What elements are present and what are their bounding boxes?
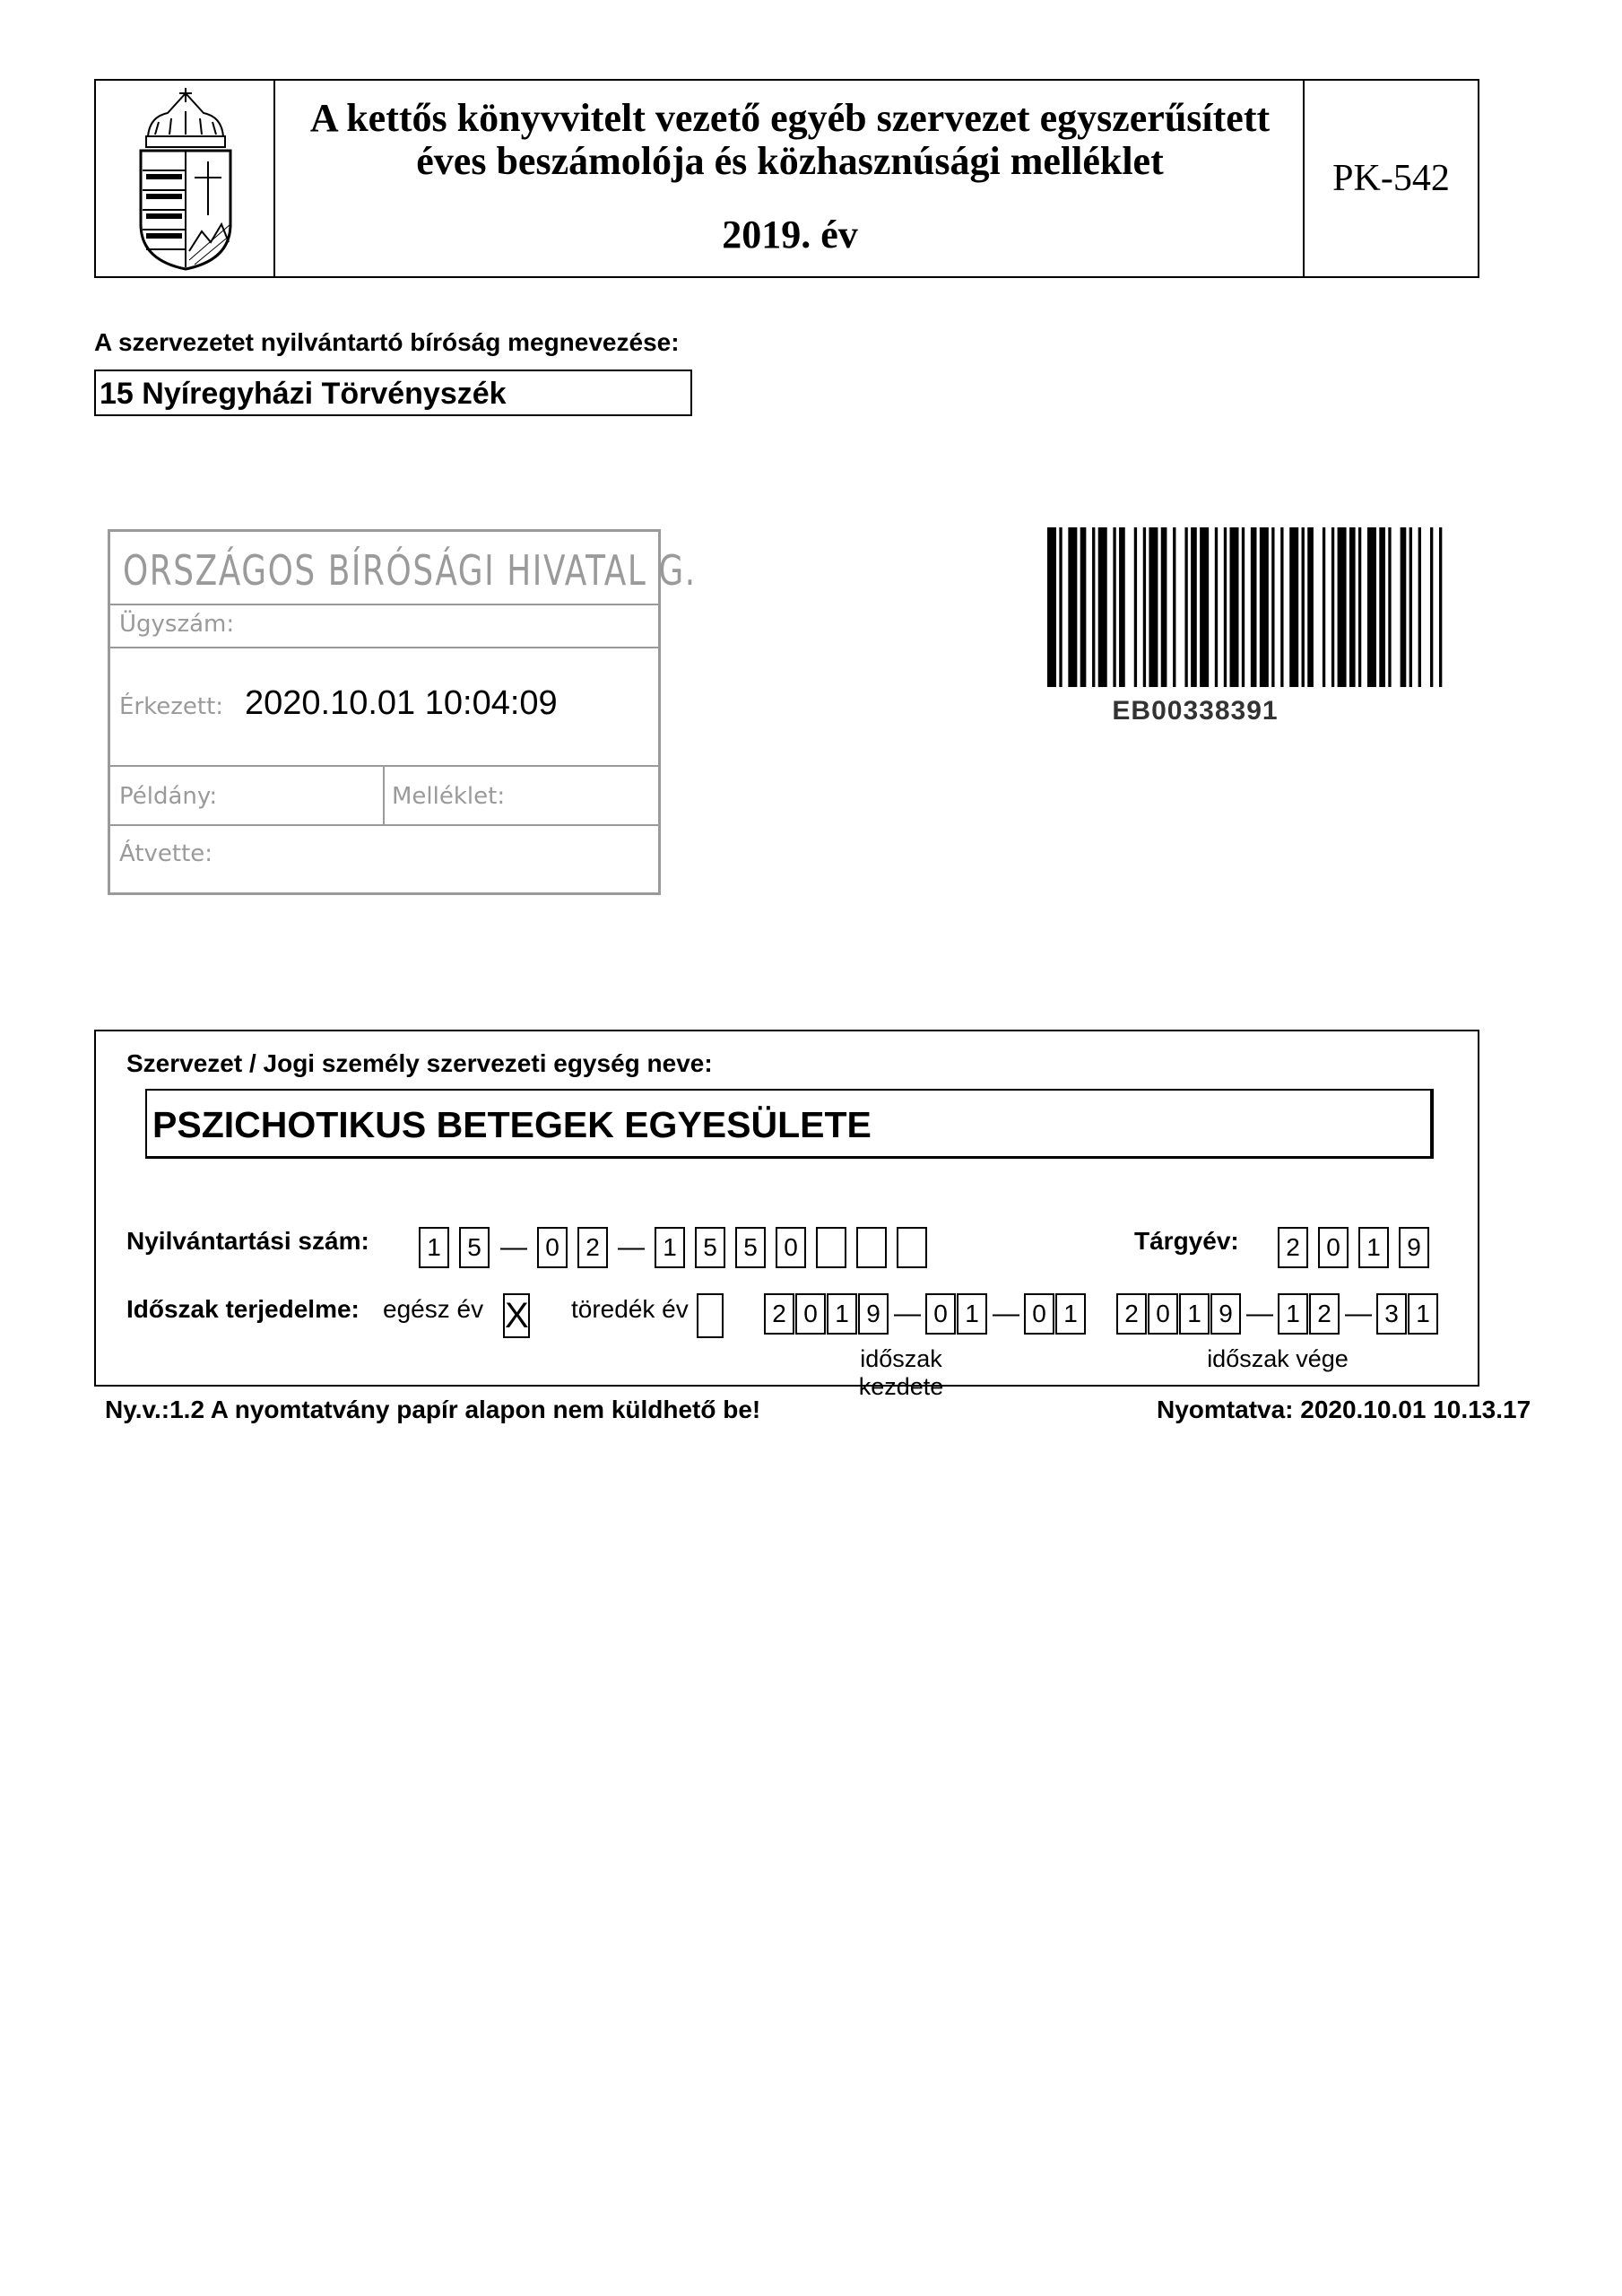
partial-year-checkbox[interactable] bbox=[697, 1293, 724, 1338]
stamp-divider bbox=[110, 604, 658, 605]
period-start-digit: 0 bbox=[1024, 1293, 1054, 1335]
stamp-divider-vertical bbox=[383, 767, 385, 824]
barcode-bar bbox=[1302, 527, 1305, 687]
stamp-attachment-label: Melléklet: bbox=[392, 783, 506, 810]
registration-digit: 2 bbox=[577, 1227, 608, 1268]
period-start-caption: időszak kezdete bbox=[858, 1345, 944, 1400]
barcode-bar bbox=[1184, 527, 1187, 687]
barcode bbox=[1047, 527, 1448, 687]
barcode-bar bbox=[1113, 527, 1115, 687]
whole-year-checkbox[interactable]: X bbox=[503, 1293, 530, 1338]
registration-digit: 1 bbox=[655, 1227, 685, 1268]
stamp-case-number-label: Ügyszám: bbox=[119, 611, 235, 638]
registration-digit: 5 bbox=[695, 1227, 725, 1268]
barcode-bar bbox=[1439, 527, 1442, 687]
organization-name-field: PSZICHOTIKUS BETEGEK EGYESÜLETE bbox=[145, 1089, 1434, 1159]
period-end-digit: 1 bbox=[1278, 1293, 1308, 1335]
period-end-digit: 3 bbox=[1376, 1293, 1407, 1335]
form-code: PK-542 bbox=[1332, 158, 1450, 199]
barcode-bar bbox=[1242, 527, 1245, 687]
barcode-bar bbox=[1349, 527, 1356, 687]
footer-note: Ny.v.:1.2 A nyomtatvány papír alapon nem küldhető be! bbox=[105, 1396, 761, 1423]
barcode-bar bbox=[1307, 527, 1314, 687]
registration-digit: 0 bbox=[776, 1227, 806, 1268]
subject-year-digit: 2 bbox=[1278, 1227, 1308, 1268]
crest-cell bbox=[96, 81, 275, 276]
period-end-digit: 9 bbox=[1210, 1293, 1241, 1335]
stamp-copy-row bbox=[110, 767, 658, 826]
organization-section bbox=[94, 1030, 1479, 1400]
barcode-bar bbox=[1200, 527, 1209, 687]
barcode-bar bbox=[1215, 527, 1218, 687]
subject-year-digit: 0 bbox=[1318, 1227, 1349, 1268]
barcode-bar bbox=[1418, 527, 1421, 687]
registration-number-label: Nyilvántartási szám: bbox=[126, 1227, 369, 1255]
registration-digit: 5 bbox=[735, 1227, 766, 1268]
registration-digit: 0 bbox=[537, 1227, 568, 1268]
organization-name-label: Szervezet / Jogi személy szervezeti egység neve: bbox=[126, 1049, 713, 1077]
form-title-line-2: éves beszámolója és közhasznúsági melléklet bbox=[416, 139, 1164, 183]
form-title-cell bbox=[275, 81, 1305, 276]
stamp-office: ORSZÁGOS BÍRÓSÁGI HIVATAL G. bbox=[123, 546, 697, 595]
period-start-digit: 1 bbox=[1055, 1293, 1086, 1335]
period-end-digit: 2 bbox=[1116, 1293, 1147, 1335]
registration-separator: — bbox=[618, 1232, 645, 1262]
period-end-digit: 1 bbox=[1408, 1293, 1438, 1335]
date-separator: — bbox=[1345, 1299, 1372, 1328]
period-label: Időszak terjedelme: bbox=[126, 1295, 360, 1323]
period-start-digit: 2 bbox=[764, 1293, 794, 1335]
barcode-number: EB00338391 bbox=[1112, 696, 1279, 726]
stamp-received-value: 2020.10.01 10:04:09 bbox=[245, 684, 558, 722]
form-header bbox=[94, 79, 1479, 278]
period-end-digit: 2 bbox=[1309, 1293, 1340, 1335]
stamp-received-label: Érkezett: bbox=[119, 693, 224, 720]
barcode-bar bbox=[1430, 527, 1433, 687]
barcode-bar bbox=[1367, 527, 1376, 687]
barcode-bar bbox=[1401, 527, 1407, 687]
form-title-line-1: A kettős könyvvitelt vezető egyéb szervezet egyszerűsített bbox=[309, 96, 1271, 140]
barcode-bar bbox=[1068, 527, 1077, 687]
barcode-bar bbox=[1134, 527, 1137, 687]
barcode-bar bbox=[1251, 527, 1257, 687]
period-end-digit: 0 bbox=[1148, 1293, 1178, 1335]
barcode-bar bbox=[1191, 527, 1197, 687]
barcode-bar bbox=[1409, 527, 1412, 687]
barcode-bar bbox=[1143, 527, 1146, 687]
barcode-bar bbox=[1289, 527, 1298, 687]
partial-year-label: töredék év bbox=[571, 1295, 689, 1323]
period-start-digit: 1 bbox=[957, 1293, 987, 1335]
stamp-office-divider bbox=[110, 532, 658, 648]
subject-year-label: Tárgyév: bbox=[1134, 1227, 1239, 1255]
barcode-bar bbox=[1080, 527, 1087, 687]
date-separator: — bbox=[894, 1299, 921, 1328]
subject-year-digit: 1 bbox=[1358, 1227, 1389, 1268]
whole-year-label: egész év bbox=[383, 1295, 484, 1323]
coat-of-arms-icon bbox=[96, 81, 275, 276]
barcode-bar bbox=[1119, 527, 1125, 687]
period-start-digit: 0 bbox=[925, 1293, 956, 1335]
barcode-bar bbox=[1388, 527, 1391, 687]
registration-separator: — bbox=[500, 1232, 527, 1262]
barcode-bar bbox=[1047, 527, 1056, 687]
print-timestamp: Nyomtatva: 2020.10.01 10.13.17 bbox=[1157, 1396, 1531, 1423]
barcode-bar bbox=[1331, 527, 1334, 687]
barcode-bar bbox=[1098, 527, 1107, 687]
registration-digit bbox=[897, 1227, 927, 1268]
date-separator: — bbox=[1246, 1299, 1273, 1328]
form-year: 2019. év bbox=[722, 213, 858, 257]
court-field: 15 Nyíregyházi Törvényszék bbox=[94, 370, 692, 416]
barcode-bar bbox=[1092, 527, 1095, 687]
date-separator: — bbox=[993, 1299, 1019, 1328]
subject-year-digit: 9 bbox=[1399, 1227, 1429, 1268]
period-start-digit: 1 bbox=[827, 1293, 857, 1335]
barcode-bar bbox=[1358, 527, 1361, 687]
barcode-bar bbox=[1229, 527, 1238, 687]
period-end-digit: 1 bbox=[1179, 1293, 1210, 1335]
registration-digit: 1 bbox=[419, 1227, 449, 1268]
registration-digit bbox=[816, 1227, 846, 1268]
barcode-bar bbox=[1271, 527, 1274, 687]
barcode-bar bbox=[1149, 527, 1158, 687]
period-start-digit: 0 bbox=[795, 1293, 826, 1335]
barcode-bar bbox=[1323, 527, 1325, 687]
barcode-bar bbox=[1224, 527, 1227, 687]
barcode-bar bbox=[1173, 527, 1175, 687]
barcode-bar bbox=[1338, 527, 1347, 687]
barcode-bar bbox=[1379, 527, 1385, 687]
barcode-bar bbox=[1161, 527, 1167, 687]
registration-digit: 5 bbox=[459, 1227, 490, 1268]
barcode-bar bbox=[1059, 527, 1062, 687]
court-label: A szervezetet nyilvántartó bíróság megnevezése: bbox=[94, 328, 680, 356]
stamp-copy-label: Példány: bbox=[119, 783, 218, 810]
received-stamp bbox=[108, 529, 697, 895]
barcode-bar bbox=[1280, 527, 1283, 687]
registration-digit bbox=[856, 1227, 887, 1268]
period-start-digit: 9 bbox=[858, 1293, 889, 1335]
barcode-bar bbox=[1260, 527, 1269, 687]
period-end-caption: időszak vége bbox=[1207, 1345, 1349, 1372]
stamp-taken-over-label: Átvette: bbox=[119, 840, 213, 867]
